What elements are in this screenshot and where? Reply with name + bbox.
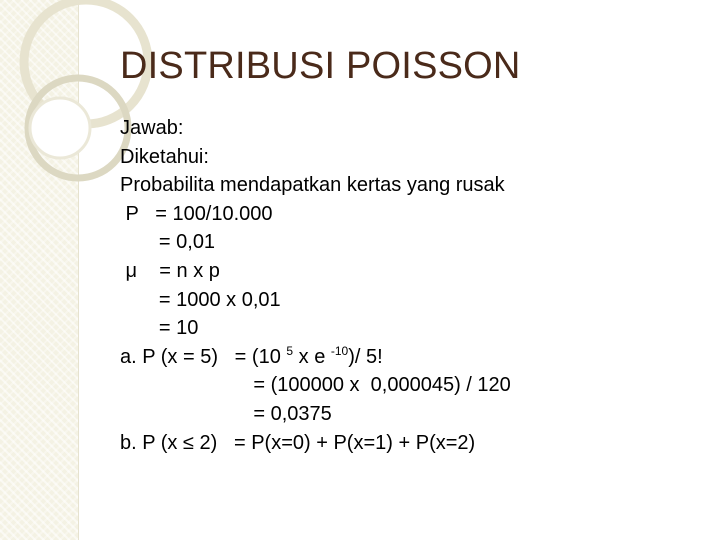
mean-substitution: = 1000 x 0,01 bbox=[120, 288, 281, 311]
problem-statement: Probabilita mendapatkan kertas yang rusak bbox=[120, 174, 505, 197]
part-a-result: = 0,0375 bbox=[120, 402, 332, 425]
part-a-substitution: = (100000 x 0,000045) / 120 bbox=[120, 374, 511, 397]
probability-p-value: = 0,01 bbox=[120, 231, 216, 254]
exponent-5: 5 bbox=[286, 343, 294, 358]
exponent-minus-10: -10 bbox=[330, 343, 349, 358]
part-b-formula: b. P (x ≤ 2) = P(x=0) + P(x=1) + P(x=2) bbox=[120, 431, 476, 454]
slide-title: DISTRIBUSI POISSON bbox=[120, 45, 521, 87]
probability-p-line: P = 100/10.000 bbox=[120, 202, 273, 225]
part-a-formula bbox=[120, 343, 511, 372]
part-a-formula-end: )/ 5! bbox=[348, 345, 383, 368]
part-a-formula-start: a. P (x = 5) = (10 bbox=[120, 345, 287, 368]
mean-formula-line: μ = n x p bbox=[120, 259, 220, 282]
answer-label: Jawab: bbox=[120, 117, 184, 139]
part-a-formula-mid: x e bbox=[293, 345, 331, 368]
slide-body bbox=[120, 114, 511, 457]
given-label: Diketahui: bbox=[120, 145, 209, 168]
mean-value: = 10 bbox=[120, 317, 199, 340]
